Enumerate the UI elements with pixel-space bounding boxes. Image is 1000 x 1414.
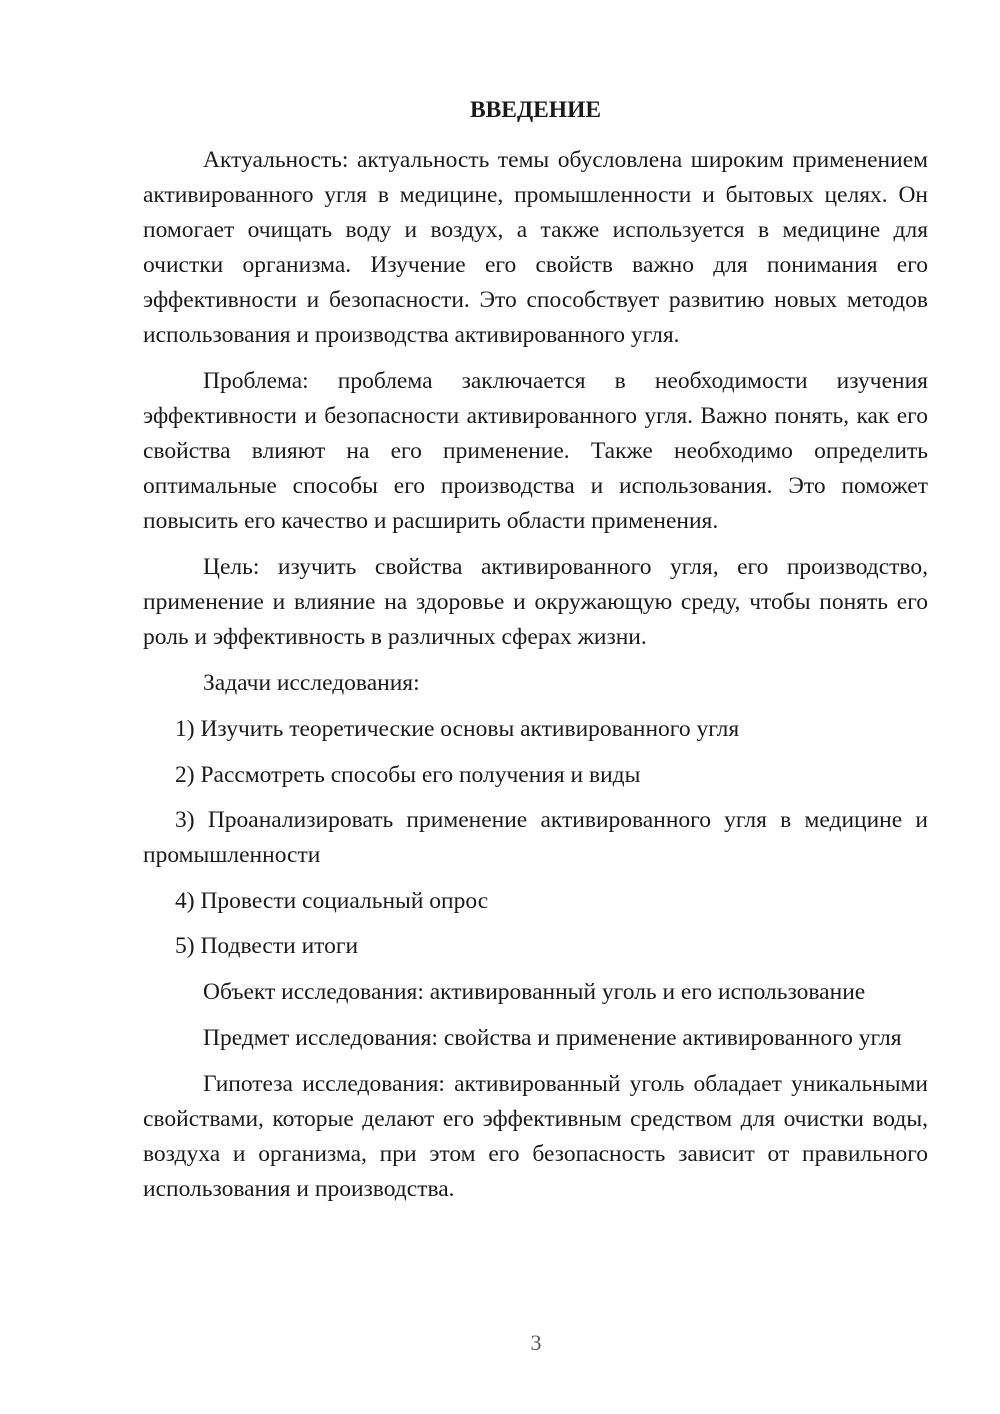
object-paragraph: Объект исследования: активированный уголь и его использование [203, 978, 866, 1005]
hypothesis-paragraph: Гипотеза исследования: активированный уголь обладает уникальными свойствами, которые делают его эффективным средством для очистки воды, воздуха и организма, при этом его безопасность зависит от правильного использования и производства. [143, 1070, 928, 1202]
task-item: 1) Изучить теоретические основы активированного угля [175, 716, 740, 742]
tasks-heading: Задачи исследования: [203, 670, 420, 696]
task-item: 5) Подвести итоги [175, 933, 359, 959]
goal-paragraph: Цель: изучить свойства активированного угля, его производство, применение и влияние на здоровье и окружающую среду, чтобы понять его роль и эффективность в различных сферах жизни. [143, 554, 928, 650]
document-page [143, 92, 928, 1218]
section-title: ВВЕДЕНИЕ [469, 97, 602, 123]
problem-paragraph: Проблема: проблема заключается в необходимости изучения эффективности и безопасности активированного угля. Важно понять, как его свойства влияют на его применение. Также необходимо определить оптимальные способы его производства и использования. Это поможет повысить его качество и расширить области применения. [143, 368, 928, 534]
relevance-paragraph: Актуальность: актуальность темы обусловлена широким применением активированного угля в медицине, промышленности и бытовых целях. Он помогает очищать воду и воздух, а также используется в медицине для очистки организма. Изучение его свойств важно для понимания его эффективности и безопасности. Это способствует развитию новых методов использования и производства активированного угля. [143, 147, 928, 348]
task-item: 4) Провести социальный опрос [175, 887, 489, 914]
task-item: 2) Рассмотреть способы его получения и виды [175, 761, 641, 788]
task-item: 3) Проанализировать применение активированного угля в медицине и промышленности [143, 807, 928, 868]
page-number: 3 [530, 1330, 542, 1355]
subject-paragraph: Предмет исследования: свойства и применение активированного угля [203, 1024, 902, 1051]
